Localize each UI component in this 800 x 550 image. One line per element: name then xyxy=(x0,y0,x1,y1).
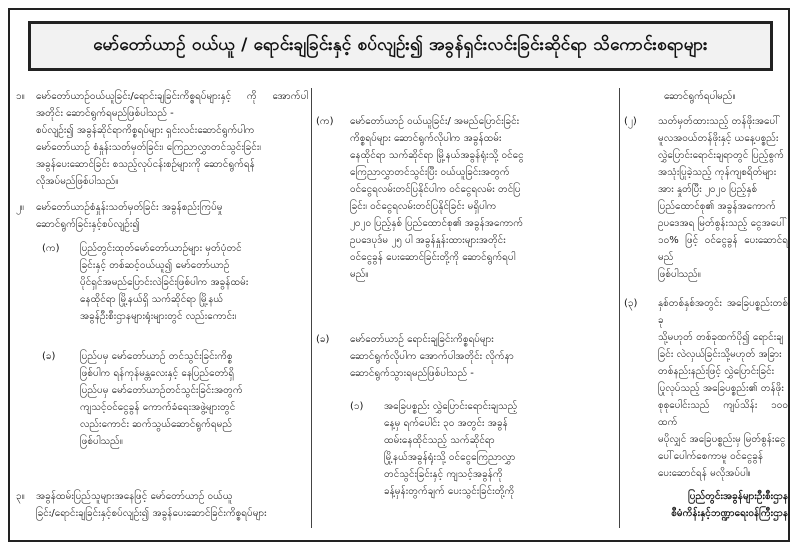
paragraph-text: ပြည်ပမှ မော်တော်ယာဉ် တင်သွင်းခြင်းကိစ္စ ဖြစ်ပါက ရန်ကုန်မန္တလေးနှင့် နေပြည်တော်ရှိ ပြည်ပမှ မော်တော်ယာဉ်တင်သွင်းခြင်းအတွက် ကျသင့်ဝင်ငွေခွန် ကောက်ခံရေးအဖွဲ့များတွင် လည်းကောင်း ဆက်သွယ်ဆောင်ရွက်ရမည် ဖြစ်ပါသည်။ xyxy=(80,351,243,447)
paragraph-text: အခွန်ထမ်းပြည်သူများအနေဖြင့် မော်တော်ယာဉ် ဝယ်ယူ ခြင်း/ရောင်းချခြင်းနှင့်စပ်လျဉ်း၍ အခွန်ပေးဆောင်ခြင်းကိစ္စရပ်များ xyxy=(36,491,267,519)
paragraph-kha xyxy=(316,331,616,382)
paragraph-number: (ခ) xyxy=(42,351,56,362)
paragraph-text: နှစ်တစ်နှစ်အတွင်း အခြေပစ္စည်းတစ်ခု သို့မဟုတ် တစ်ခုထက်ပို၍ ရောင်းချ ခြင်း လဲလှယ်ခြင်းသို့မဟုတ် အခြား တစ်နည်းနည်းဖြင့် လွှဲပြောင်းခြင်း ပြုလုပ်သည့် အခြေပစ္စည်း၏ တန်ဖိုး စုစုပေါင်းသည် ကျပ်သိန်း ၁၀၀ ထက် မပိုလျှင် အခြေပစ္စည်းမှ မြတ်စွန်းငွေ ပေါ်ပေါက်စေကာမူ ဝင်ငွေခွန် ပေးဆောင်ရန် မလိုအပ်ပါ။ xyxy=(658,298,788,479)
paragraph-number: (က) xyxy=(316,116,334,127)
notice-title-box xyxy=(28,21,773,71)
paragraph-3 xyxy=(16,488,308,522)
column-divider xyxy=(311,88,312,528)
paragraph-1 xyxy=(16,88,308,190)
paragraph-3 xyxy=(624,295,788,482)
paragraph-ka xyxy=(316,113,616,283)
paragraph-number: (၂) xyxy=(624,116,637,127)
paragraph-number: ၁။ xyxy=(16,91,25,102)
paragraph-text: မော်တော်ယာဉ် ဝယ်ယူခြင်း/ အမည်ပြောင်းခြင်း ကိစ္စရပ်များ ဆောင်ရွက်လိုပါက အခွန်ထမ်း နေထိုင်ရာ သက်ဆိုင်ရာ မြို့နယ်အခွန်ရုံးသို့ ဝင်ငွေ ကြေညာလွှာတင်သွင်းပြီး ဝယ်ယူခြင်းအတွက် ဝင်ငွေရလမ်းတင်ပြနိုင်ပါက ဝင်ငွေရလမ်း တင်ပြ ခြင်း၊ ဝင်ငွေရလမ်းတင်ပြနိုင်ခြင်း မရှိပါက ၂၀၂၀ ပြည့်နှစ် ပြည်ထောင်စု၏ အခွန်အကောက် ဥပဒေပုဒ်မ ၂၅ ပါ အခွန်နှုန်းထားများအတိုင်း ဝင်ငွေခွန် ပေးဆောင်ခြင်းတို့ကို ဆောင်ရွက်ရပါ မည်။ xyxy=(350,116,524,280)
paragraph-text: မော်တော်ယာဉ် ရောင်းချခြင်းကိစ္စရပ်များ ဆောင်ရွက်လိုပါက အောက်ပါအတိုင်း လိုက်နာ ဆောင်ရွက်သွားရမည်ဖြစ်ပါသည် - xyxy=(350,334,514,379)
column-divider xyxy=(619,88,620,528)
paragraph-text: ဆောင်ရွက်ရပါမည်။ xyxy=(664,91,736,102)
paragraph-text: မော်တော်ယာဉ်စံနှုန်းသတ်မှတ်ခြင်း အခွန်စည်းကြပ်မှု ဆောင်ရွက်ခြင်းနှင့်စပ်လျဉ်း၍ xyxy=(36,202,223,230)
paragraph-text: သတ်မှတ်ထားသည့် တန်ဖိုးအပေါ် မူလအဝယ်တန်ဖိုးနှင့် ယနေ့ပစ္စည်း လွှဲပြောင်းရောင်းချရာတွင် ပြည့်စွက် အသုံးပြုခဲ့သည့် ကုန်ကျစရိတ်များ အား နှုတ်ပြီး ၂၀၂၀ ပြည့်နှစ် ပြည်ထောင်စု၏ အခွန်အကောက် ဥပဒေအရ မြတ်စွန်းသည့် ငွေအပေါ် ၁၀% ဖြင့် ဝင်ငွေခွန် ပေးဆောင်ရမည် ဖြစ်ပါသည်။ xyxy=(658,116,788,280)
issuer-signature: ပြည်တွင်းအခွန်များဦးစီးဌာန စီမံကိန်းနှင့်ဘဏ္ဍာရေးဝန်ကြီးဌာန xyxy=(671,491,788,519)
paragraph-number: ၃။ xyxy=(16,491,25,502)
notice-title: မော်တော်ယာဉ် ဝယ်ယူ / ရောင်းချခြင်းနှင့် စပ်လျဉ်း၍ အခွန်ရှင်းလင်းခြင်းဆိုင်ရာ သိကောင်းစရာများ xyxy=(93,34,708,55)
paragraph-kha-1 xyxy=(350,398,616,500)
paragraph-2 xyxy=(624,113,788,283)
paragraph-number: (ခ) xyxy=(316,334,330,345)
paragraph-number: (၁) xyxy=(350,401,364,412)
paragraph-text: ပြည်တွင်းထုတ်မော်တော်ယာဉ်များ မှတ်ပုံတင် ခြင်းနှင့် တစ်ဆင့်ဝယ်ယူ၍ မော်တော်ယာဉ် ပိုင်ရှင်အမည်ပြောင်းလဲခြင်းဖြစ်ပါက အခွန်ထမ်း နေထိုင်ရာ မြို့နယ်ရှိ သက်ဆိုင်ရာ မြို့နယ် အခွန်ဦးစီးဌာနများရုံးများတွင် လည်းကောင်း၊ xyxy=(80,243,249,322)
paragraph-number: (၃) xyxy=(624,298,638,309)
paragraph-text: အခြေပစ္စည်း လွှဲပြောင်းရောင်းချသည့် နေ့မှ ရက်ပေါင်း ၃၀ အတွင်း အခွန် ထမ်းနေထိုင်သည့် သက်ဆိုင်ရာ မြို့နယ်အခွန်ရုံးသို့ ဝင်ငွေကြေညာလွှာ တင်သွင်းခြင်းနှင့် ကျသင့်အခွန်ကို ခန့်မှန်းတွက်ချက် ပေးသွင်းခြင်းတို့ကို xyxy=(384,401,518,497)
paragraph-2-kha xyxy=(42,348,308,450)
paragraph-2-ka xyxy=(42,240,308,325)
paragraph-2 xyxy=(16,199,308,233)
paragraph-number: ၂။ xyxy=(16,202,24,213)
paragraph-continued xyxy=(664,88,788,105)
paragraph-number: (က) xyxy=(42,243,60,254)
paragraph-text: မော်တော်ယာဉ်ဝယ်ယူခြင်း/ရောင်းချခြင်းကိစ္စရပ်များနှင့် ကို အောက်ပါအတိုင်း ဆောင်ရွက်ရမည်ဖြစ်ပါသည် - စပ်လျဉ်း၍ အခွန်ဆိုင်ရာကိစ္စရပ်များ ရှင်းလင်းဆောင်ရွက်ပါက မော်တော်ယာဉ် စံနှုန်းသတ်မှတ်ခြင်း၊ ကြေညာလွှာတင်သွင်းခြင်း၊ အခွန်ပေးဆောင်ခြင်း စသည့်လုပ်ငန်းစဉ်များကို ဆောင်ရွက်ရန် လိုအပ်မည်ဖြစ်ပါသည်။ xyxy=(36,91,308,187)
